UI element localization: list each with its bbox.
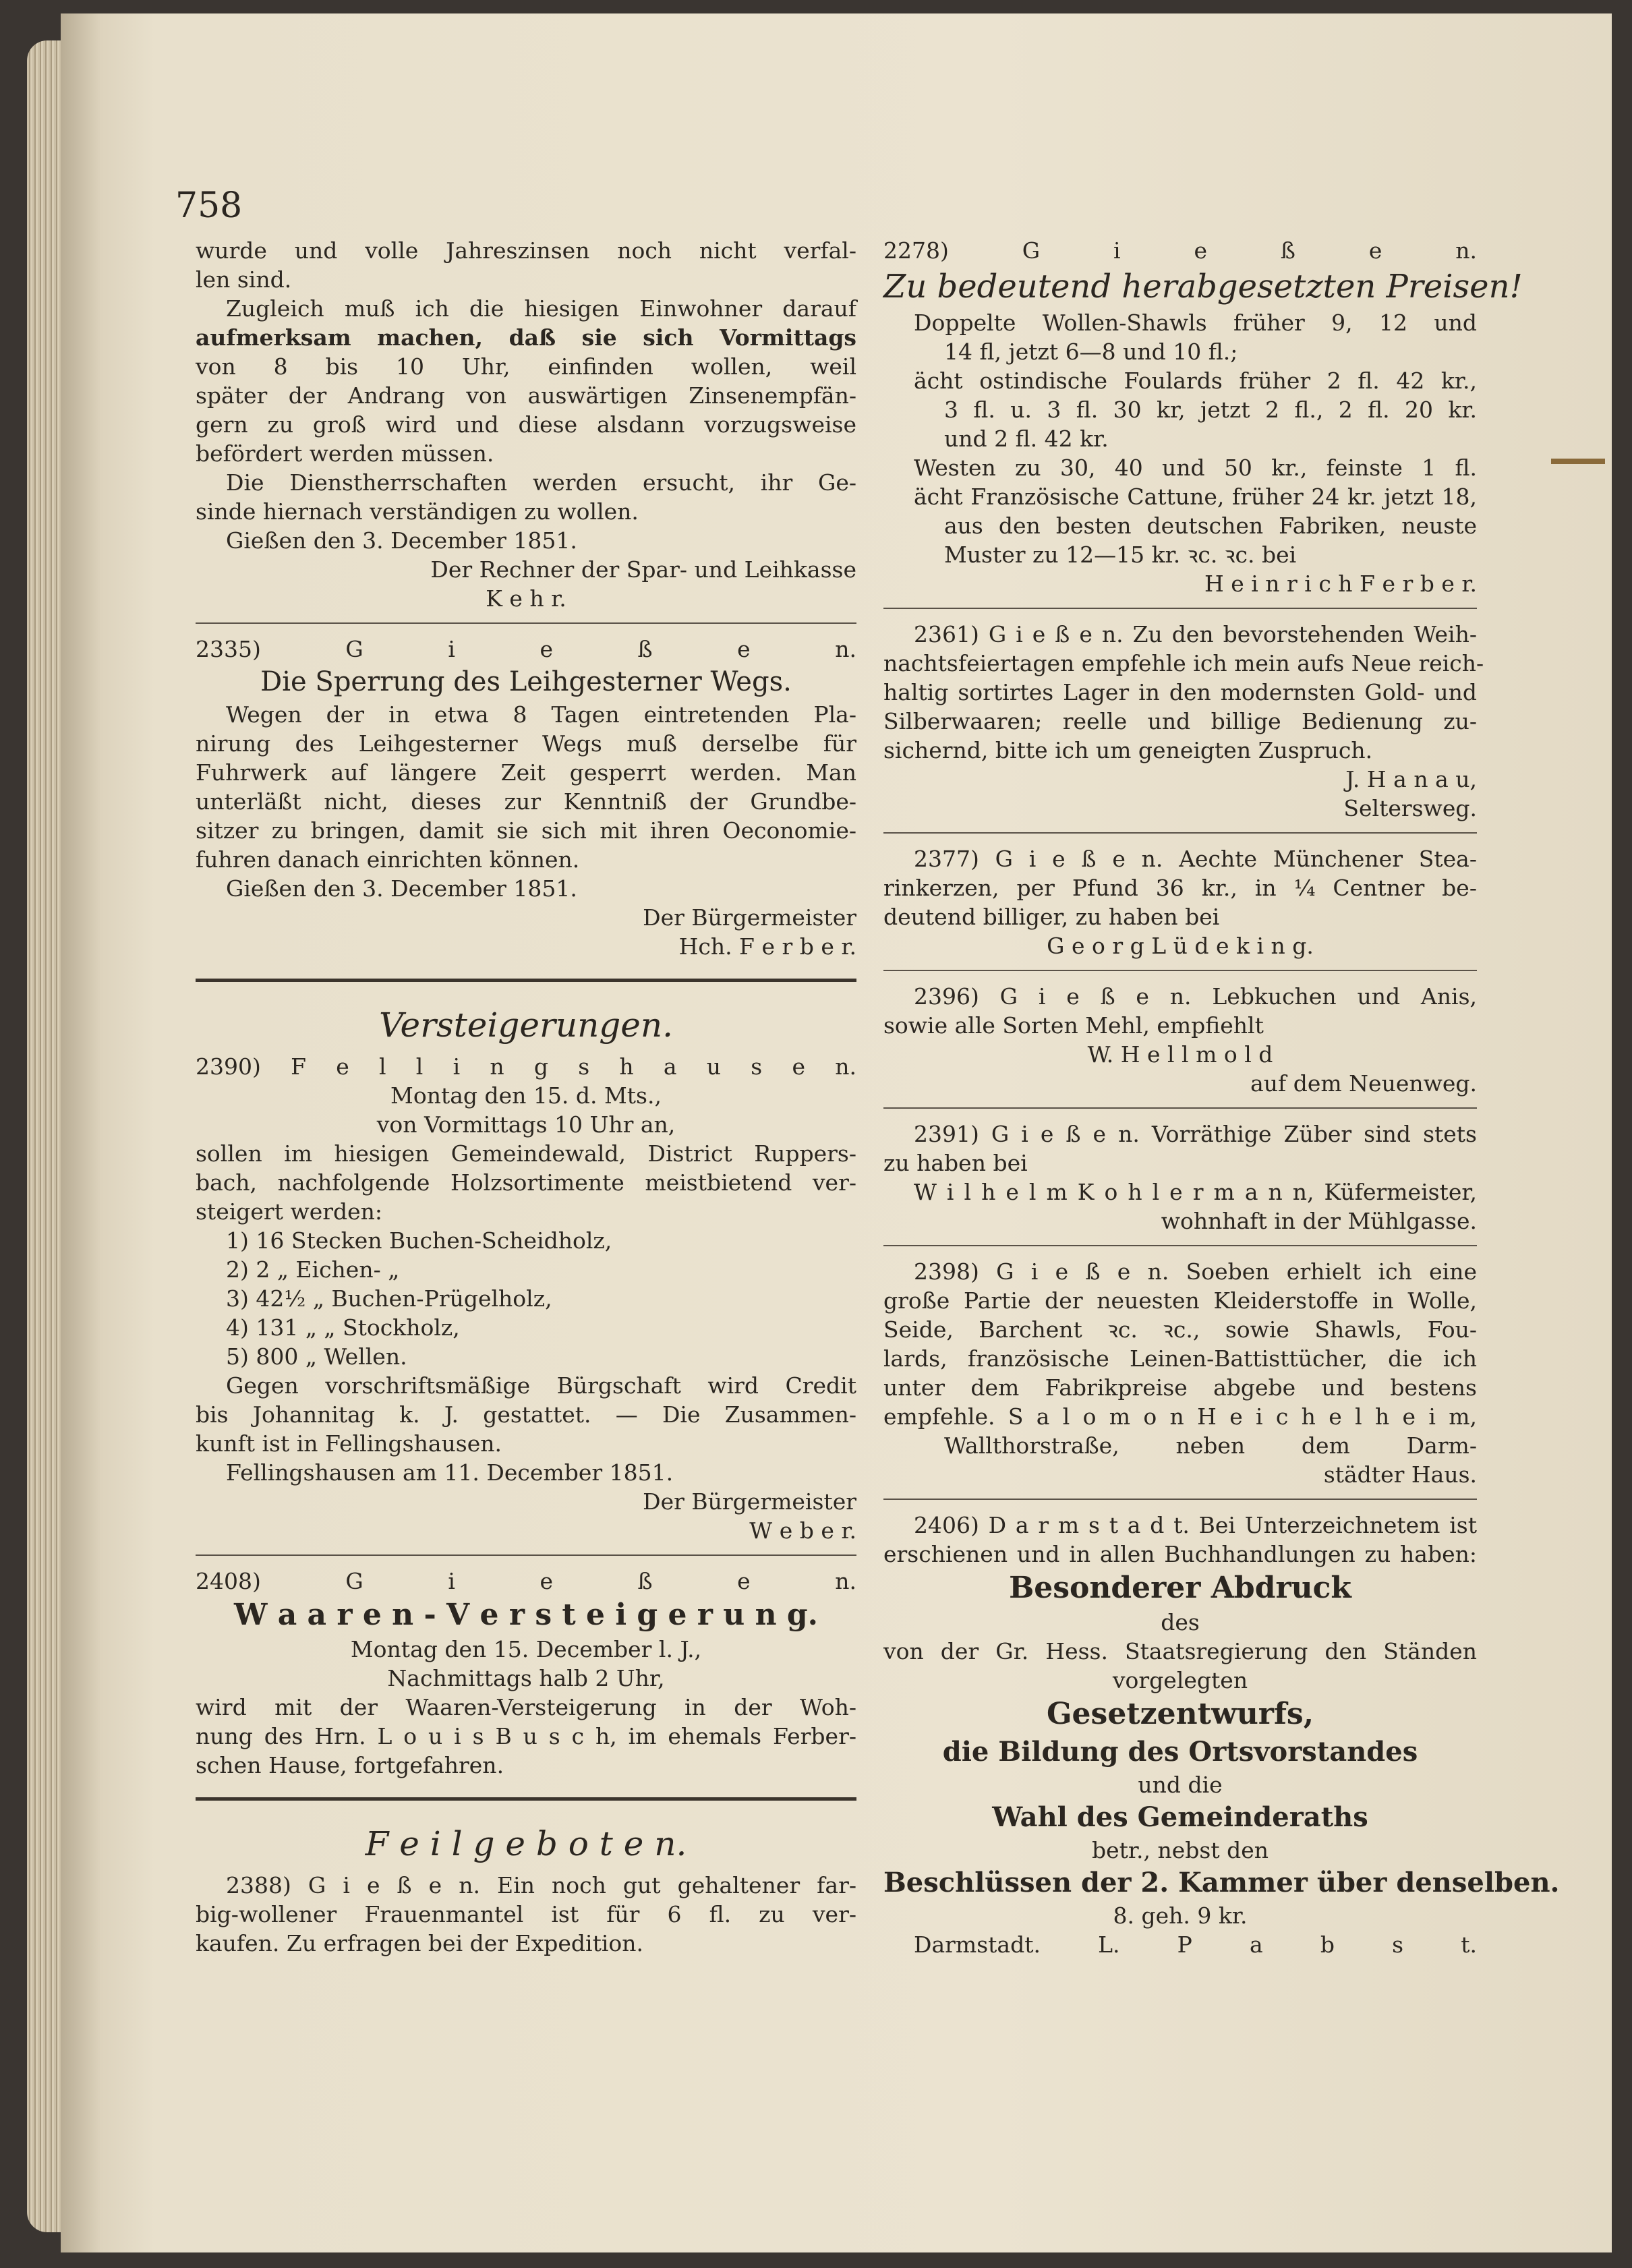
text-line: 5) 800 „ Wellen.	[226, 1343, 407, 1370]
text-line: kaufen. Zu erfragen bei der Expedition.	[196, 1930, 644, 1956]
text-line: Beschlüssen der 2. Kammer über denselben.	[883, 1867, 1560, 1898]
text-line: J. H a n a u,	[1345, 766, 1477, 792]
text-line: auf dem Neuenweg.	[1250, 1070, 1477, 1097]
text-line: deutend billiger, zu haben bei	[883, 904, 1220, 930]
text-line: städter Haus.	[1323, 1461, 1477, 1488]
page-number: 758	[175, 185, 243, 226]
text-line: Besonderer Abdruck	[1009, 1571, 1351, 1605]
text-line: sowie alle Sorten Mehl, empfiehlt	[883, 1012, 1264, 1039]
text-line: Montag den 15. d. Mts.,	[390, 1082, 662, 1109]
text-line: wurde und volle Jahreszinsen noch nicht verfal-	[196, 237, 856, 264]
text-line: Wegen der in etwa 8 Tagen eintretenden Pla-	[226, 701, 856, 728]
text-line: unterläßt nicht, dieses zur Kenntniß der Grundbe-	[196, 788, 856, 815]
text-line: big-wollener Frauenmantel ist für 6 fl. zu ver-	[196, 1901, 856, 1927]
text-line: ächt Französische Cattune, früher 24 kr. jetzt 18,	[914, 484, 1477, 510]
divider-rule	[883, 832, 1477, 834]
text-line: gern zu groß wird und diese alsdann vorzugsweise	[196, 411, 856, 438]
text-line: später der Andrang von auswärtigen Zinsenempfän-	[196, 382, 856, 409]
text-line: bis Johannitag k. J. gestattet. — Die Zusammen-	[196, 1401, 856, 1428]
text-line: die Bildung des Ortsvorstandes	[942, 1736, 1418, 1768]
text-line: und die	[1138, 1772, 1223, 1798]
text-line: aus den besten deutschen Fabriken, neuste	[944, 513, 1477, 539]
text-line: W. H e l l m o l d	[1087, 1041, 1273, 1068]
text-line: Wahl des Gemeinderaths	[992, 1801, 1368, 1833]
text-line: H e i n r i c h F e r b e r.	[1204, 571, 1477, 597]
text-line: aufmerksam machen, daß sie sich Vormittags	[196, 324, 856, 351]
text-line: nachtsfeiertagen empfehle ich mein aufs Neue reich-	[883, 650, 1484, 676]
text-line: nirung des Leihgesterner Wegs muß derselbe für	[196, 730, 856, 757]
text-line: wohnhaft in der Mühlgasse.	[1161, 1208, 1477, 1234]
text-line: Fuhrwerk auf längere Zeit gesperrt werden. Man	[196, 759, 856, 786]
text-line: Wallthorstraße, neben dem Darm-	[944, 1432, 1477, 1459]
text-line: 2388) G i e ß e n. Ein noch gut gehaltener far-	[226, 1872, 856, 1898]
text-line: W a a r e n - V e r s t e i g e r u n g.	[233, 1598, 819, 1632]
text-line: des	[1161, 1609, 1200, 1635]
divider-rule	[883, 1499, 1477, 1500]
text-line: W i l h e l m K o h l e r m a n n, Küfermeister,	[914, 1179, 1477, 1205]
text-line: 4) 131 „ „ Stockholz,	[226, 1314, 460, 1341]
text-line: von der Gr. Hess. Staatsregierung den Ständen	[883, 1638, 1477, 1664]
text-line: 2408) G i e ß e n.	[196, 1568, 856, 1594]
divider-rule	[883, 970, 1477, 971]
text-line: Gießen den 3. December 1851.	[226, 527, 577, 554]
text-line: unter dem Fabrikpreise abgebe und bestens	[883, 1374, 1477, 1401]
text-line: erschienen und in allen Buchhandlungen zu haben:	[883, 1541, 1477, 1567]
text-line: lards, französische Leinen-Battisttücher, die ich	[883, 1345, 1477, 1372]
text-line: Hch. F e r b e r.	[678, 933, 856, 960]
text-line: 14 fl, jetzt 6—8 und 10 fl.;	[944, 339, 1238, 365]
text-line: 8. geh. 9 kr.	[1113, 1902, 1248, 1929]
divider-rule	[196, 622, 856, 624]
text-line: Silberwaaren; reelle und billige Bedienung zu-	[883, 708, 1477, 734]
text-line: sitzer zu bringen, damit sie sich mit ihren Oeconomie-	[196, 817, 856, 844]
text-line: Gießen den 3. December 1851.	[226, 875, 577, 902]
text-line: K e h r.	[486, 585, 566, 612]
text-line: 2396) G i e ß e n. Lebkuchen und Anis,	[914, 983, 1477, 1010]
text-line: Der Bürgermeister	[643, 904, 856, 931]
text-line: Der Rechner der Spar- und Leihkasse	[430, 556, 856, 583]
text-line: 2406) D a r m s t a d t. Bei Unterzeichnetem ist	[914, 1512, 1477, 1538]
text-line: sinde hiernach verständigen zu wollen.	[196, 498, 639, 525]
text-line: 2377) G i e ß e n. Aechte Münchener Stea-	[914, 846, 1477, 872]
text-line: empfehle. S a l o m o n H e i c h e l h e i m,	[883, 1403, 1477, 1430]
text-line: fuhren danach einrichten können.	[196, 846, 580, 873]
text-line: 2390) F e l l i n g s h a u s e n.	[196, 1053, 856, 1080]
divider-rule	[883, 1245, 1477, 1246]
text-line: Gegen vorschriftsmäßige Bürgschaft wird Credit	[226, 1372, 856, 1399]
text-line: G e o r g L ü d e k i n g.	[1047, 933, 1314, 959]
text-line: 1) 16 Stecken Buchen-Scheidholz,	[226, 1227, 612, 1254]
text-line: 2391) G i e ß e n. Vorräthige Züber sind stets	[914, 1121, 1477, 1147]
text-line: von Vormittags 10 Uhr an,	[376, 1111, 676, 1138]
text-line: Die Dienstherrschaften werden ersucht, ihr Ge-	[226, 469, 856, 496]
text-line: große Partie der neuesten Kleiderstoffe in Wolle,	[883, 1287, 1477, 1314]
text-line: Die Sperrung des Leihgesterner Wegs.	[260, 666, 792, 697]
text-line: zu haben bei	[883, 1150, 1028, 1176]
text-line: Westen zu 30, 40 und 50 kr., feinste 1 fl.	[914, 455, 1477, 481]
divider-rule	[196, 1554, 856, 1556]
text-line: 2278) G i e ß e n.	[883, 237, 1477, 264]
text-line: Seide, Barchent ꝛc. ꝛc., sowie Shawls, Fou-	[883, 1316, 1477, 1343]
text-line: sichernd, bitte ich um geneigten Zuspruch.	[883, 737, 1373, 763]
section-title: Versteigerungen.	[379, 1006, 673, 1045]
book-page	[61, 13, 1612, 2252]
text-line: Muster zu 12—15 kr. ꝛc. ꝛc. bei	[944, 542, 1297, 568]
text-line: haltig sortirtes Lager in den modernsten Gold- und	[883, 679, 1477, 705]
text-line: 2361) G i e ß e n. Zu den bevorstehenden Weih-	[914, 621, 1477, 647]
text-line: und 2 fl. 42 kr.	[944, 426, 1109, 452]
text-line: kunft ist in Fellingshausen.	[196, 1430, 502, 1457]
text-line: Nachmittags halb 2 Uhr,	[387, 1665, 665, 1691]
text-line: befördert werden müssen.	[196, 440, 494, 467]
text-line: schen Hause, fortgefahren.	[196, 1752, 504, 1778]
text-line: Montag den 15. December l. J.,	[350, 1636, 702, 1662]
right-column	[883, 236, 1560, 1959]
text-line: W e b e r.	[749, 1517, 856, 1544]
text-line: 2335) G i e ß e n.	[196, 636, 856, 662]
bookmark-ribbon	[1551, 459, 1605, 464]
text-line: Der Bürgermeister	[643, 1488, 856, 1515]
text-line: steigert werden:	[196, 1198, 383, 1225]
text-line: Zu bedeutend herabgesetzten Preisen!	[883, 268, 1523, 306]
left-column	[196, 236, 856, 1958]
text-line: wird mit der Waaren-Versteigerung in der Woh-	[196, 1694, 856, 1720]
divider-rule	[196, 1797, 856, 1801]
text-line: Seltersweg.	[1343, 795, 1477, 821]
text-line: Fellingshausen am 11. December 1851.	[226, 1459, 674, 1486]
text-line: 3 fl. u. 3 fl. 30 kr, jetzt 2 fl., 2 fl. 20 kr.	[944, 397, 1477, 423]
text-line: ächt ostindische Foulards früher 2 fl. 42 kr.,	[914, 368, 1477, 394]
text-line: vorgelegten	[1112, 1667, 1248, 1693]
text-line: Gesetzentwurfs,	[1046, 1697, 1314, 1731]
text-line: sollen im hiesigen Gemeindewald, District Ruppers-	[196, 1140, 856, 1167]
text-line: nung des Hrn. L o u i s B u s c h, im ehemals Ferber-	[196, 1723, 856, 1749]
text-line: bach, nachfolgende Holzsortimente meistbietend ver-	[196, 1169, 856, 1196]
text-line: Doppelte Wollen-Shawls früher 9, 12 und	[914, 310, 1477, 336]
text-line: 2398) G i e ß e n. Soeben erhielt ich eine	[914, 1258, 1477, 1285]
text-line: Zugleich muß ich die hiesigen Einwohner darauf	[226, 295, 856, 322]
text-line: len sind.	[196, 266, 292, 293]
divider-rule	[196, 979, 856, 982]
section-title: F e i l g e b o t e n.	[365, 1824, 687, 1863]
text-line: 2) 2 „ Eichen- „	[226, 1256, 400, 1283]
divider-rule	[883, 608, 1477, 609]
text-line: Darmstadt. L. P a b s t.	[914, 1931, 1477, 1958]
text-line: betr., nebst den	[1091, 1837, 1269, 1863]
divider-rule	[883, 1107, 1477, 1109]
text-line: rinkerzen, per Pfund 36 kr., in ¼ Centner be-	[883, 875, 1477, 901]
text-line: 3) 42½ „ Buchen-Prügelholz,	[226, 1285, 552, 1312]
text-line: von 8 bis 10 Uhr, einfinden wollen, weil	[196, 353, 856, 380]
